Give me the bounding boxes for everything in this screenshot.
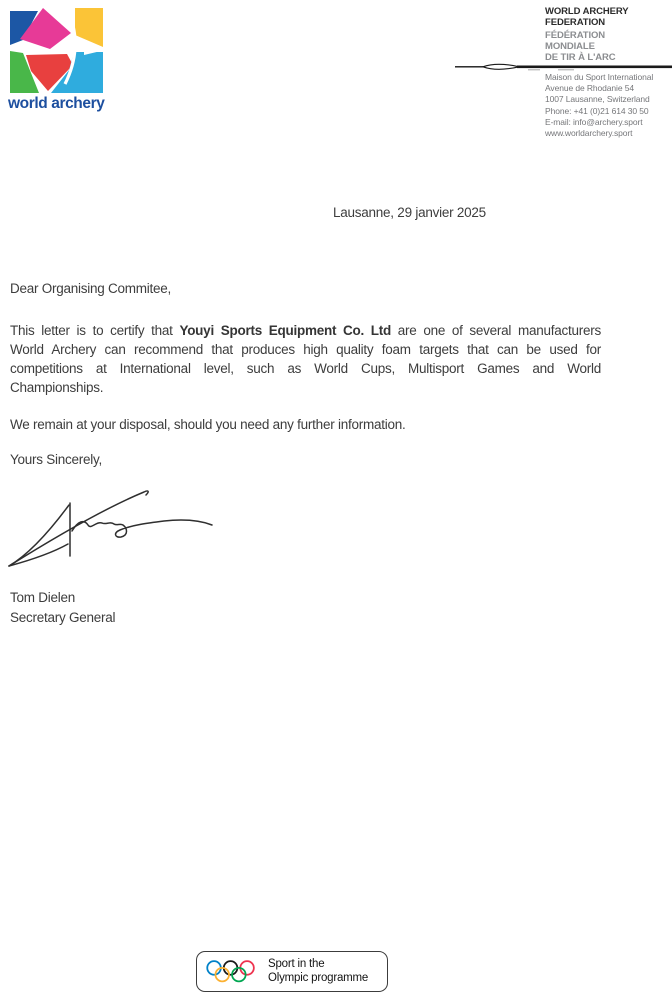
badge-text-line1: Sport in the (268, 958, 325, 970)
olympic-programme-badge (196, 951, 388, 992)
arrow-fletching (483, 64, 519, 69)
world-archery-logo-icon (10, 8, 103, 93)
address-line-email: E-mail: info@archery.sport (545, 116, 643, 127)
letterhead-address (545, 72, 672, 139)
signature-stroke-scribble (72, 520, 212, 537)
address-line-phone: Phone: +41 (0)21 614 30 50 (545, 105, 649, 116)
p1-line1-pre: This letter is to certify that (10, 323, 180, 338)
arrow-shadow-dash-2 (558, 69, 574, 70)
signature-icon (6, 483, 218, 571)
dateline: Lausanne, 29 janvier 2025 (333, 205, 486, 220)
olympic-rings-svg (206, 959, 256, 984)
badge-text-line2: Olympic programme (268, 971, 369, 984)
signer-title: Secretary General (10, 609, 116, 625)
address-line-3: 1007 Lausanne, Switzerland (545, 94, 650, 105)
arrow-shadow-dash-1 (528, 69, 540, 70)
arrow-nock-shaft (455, 66, 485, 67)
paragraph1-line2: World Archery can recommend that produces high quality foam targets that can be used for (10, 342, 601, 357)
logo-wordmark: world archery (8, 95, 105, 112)
body-paragraph-1 (10, 321, 601, 397)
paragraph1-line3: competitions at International level, such as World Cups, Multisport Games and World (10, 361, 601, 376)
arrow-main-shaft (517, 66, 672, 69)
signature-stroke-main (9, 491, 148, 566)
org-name-fr-line3: DE TIR À L'ARC (545, 52, 616, 63)
logo-yellow-shape (75, 8, 103, 47)
salutation: Dear Organising Commitee, (10, 281, 172, 296)
body-paragraph-2: We remain at your disposal, should you need any further information. (10, 417, 406, 432)
badge-text (268, 958, 368, 985)
signer-block (10, 588, 115, 627)
address-line-2: Avenue de Rhodanie 54 (545, 83, 634, 94)
org-name-en-line2: FEDERATION (545, 17, 606, 28)
olympic-rings-icon (206, 959, 256, 984)
paragraph1-line4: Championships. (10, 380, 104, 395)
world-archery-logo (8, 8, 110, 112)
company-name: Youyi Sports Equipment Co. Ltd (179, 323, 392, 338)
address-line-1: Maison du Sport International (545, 72, 654, 82)
address-line-website: www.worldarchery.sport (545, 128, 633, 139)
org-name-en-line1: WORLD ARCHERY (545, 6, 629, 17)
letterhead-org-names (545, 6, 670, 63)
paragraph1-line1 (10, 321, 601, 340)
arrow-graphic (455, 60, 672, 72)
closing: Yours Sincerely, (10, 452, 103, 467)
signature-image (6, 483, 218, 571)
org-name-fr-line1: FÉDÉRATION (545, 30, 606, 41)
org-name-fr-line2: MONDIALE (545, 41, 595, 52)
signer-name: Tom Dielen (10, 590, 76, 605)
p1-line1-post: are one of several manufacturers (391, 323, 601, 338)
